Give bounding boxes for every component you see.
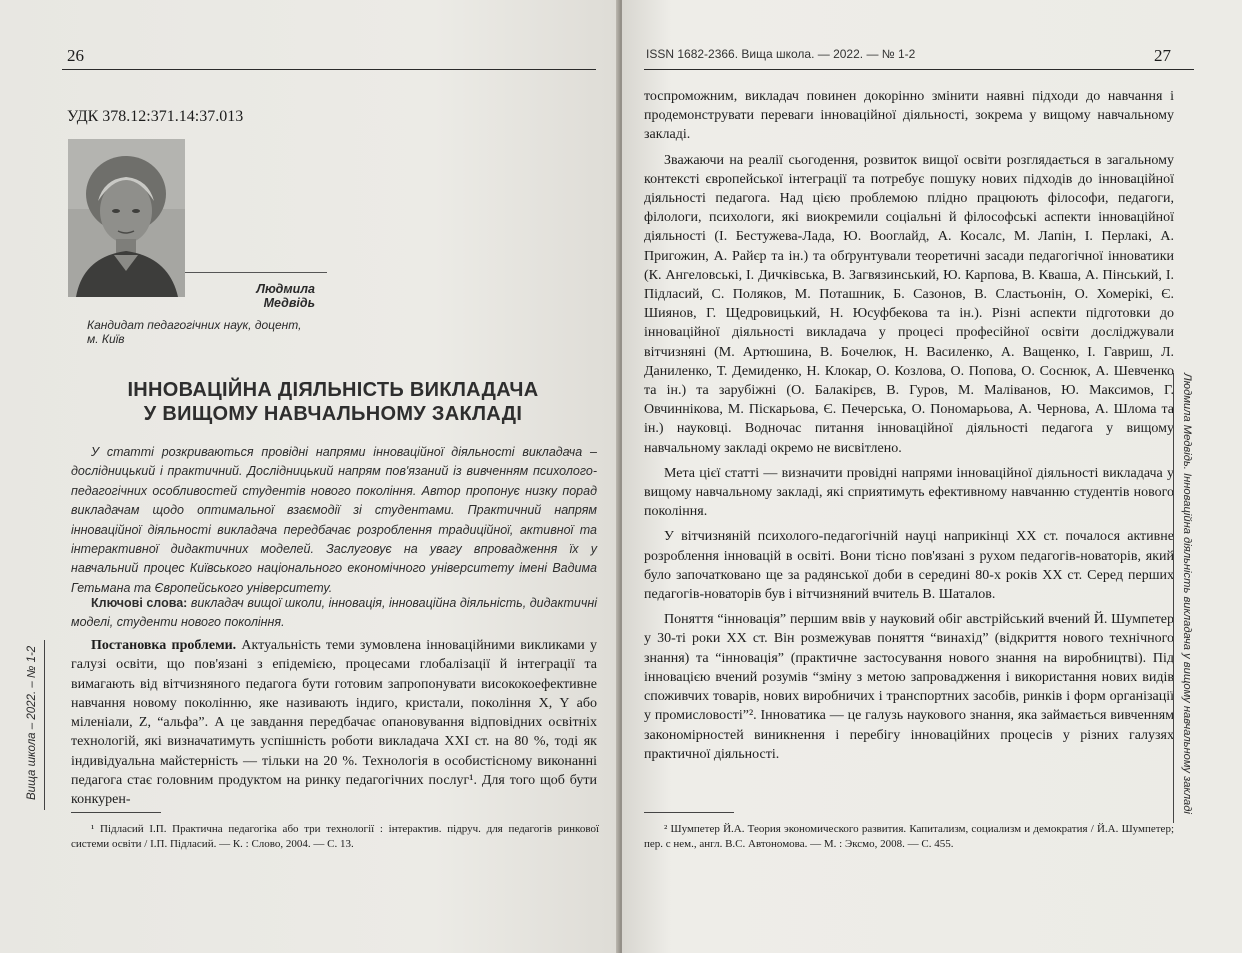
right-page <box>622 0 1242 953</box>
author-name <box>256 282 315 310</box>
paragraph-5: Поняття “інновація” першим ввів у науковий обіг австрійський вчений Й. Шумпетер у 30-ті роки XX ст. Він розмежував поняття “винахід” (відкриття нового технічного знання) та “інновація” (практичне застосування нового знання на виробництві). Під інновацією вчений розумів “зміну з метою запровадження і використання нових видів споживчих товарів, нових виробничих і транспортних засобів, ринків і форм організації у промисловості”². Інноватика — це галузь наукового знання, яка займається вивченням закономірностей виникнення і перебігу інноваційних процесів у різних галузях практичної діяльності. <box>644 612 1174 762</box>
title-line-2: У ВИЩОМУ НАВЧАЛЬНОМУ ЗАКЛАДІ <box>143 403 523 425</box>
keywords-label: Ключові слова: <box>91 596 188 610</box>
footnote-rule <box>644 812 734 813</box>
author-degree: Кандидат педагогічних наук, доцент, <box>87 318 302 332</box>
header-rule <box>62 69 596 70</box>
paragraph-4: У вітчизняній психолого-педагогічній науці наприкінці XX ст. почалося активне розроблення інновацій в освіті. Вони тісно пов'язані з рухом педагогів-новаторів, який було започатковано ще за радянської доби в середині 80-х років XX ст. Серед перших педагогів-новаторів був і вітчизняний вчитель В. Шаталов. <box>644 529 1174 603</box>
side-running-title <box>26 640 46 800</box>
left-page <box>0 0 620 953</box>
title-line-1: ІННОВАЦІЙНА ДІЯЛЬНІСТЬ ВИКЛАДАЧА <box>127 379 539 401</box>
body-paragraph: Актуальність теми зумовлена інноваційними викликами у галузі освіти, що пов'язані з епідемією, процесами глобалізації й інтеграції та вимагають від вітчизняного педагога бути готовим запропонувати висококоефективне навчання новому поколінню, яке називають індиго, кристали, покоління X, Y або міленіали, Z, “альфа”. А це завдання передбачає опановування відповідних освітніх технологій, які визначатимуть успішність роботи викладача XXI ст. на 80 %, тоді як індивідуальна майстерність — тільки на 20 %. Технологія в особистісному виконанні педагога стає головним продуктом на ринку педагогічних послуг¹. Для того щоб бути конкурен- <box>71 638 597 808</box>
page-number: 26 <box>67 46 84 65</box>
footnote-1: ¹ Підласий І.П. Практична педагогіка або три технології : інтерактив. підруч. для педагогів ринкової системи освіти / І.П. Підласий. — К. : Слово, 2004. — С. 13. <box>71 823 599 850</box>
side-running-title-text: Вища школа – 2022. – № 1-2 <box>26 645 38 800</box>
body-text-right <box>644 87 1174 770</box>
udc-code: УДК 378.12:371.14:37.013 <box>67 108 244 125</box>
article-title <box>88 378 578 426</box>
page-number: 27 <box>1154 46 1171 65</box>
author-last-name: Медвідь <box>263 296 315 310</box>
paragraph-2: Зважаючи на реалії сьогодення, розвиток вищої освіти розглядається в загальному контексті європейської інтеграції та потребує пошуку нових підходів до інноваційної діяльності педагога. Над цією проблемою плідно працюють філософи, педагоги, філологи, психологи, які виокремили соціальні й філософські аспекти інноваційної діяльності (І. Бестужева-Лада, Ю. Вооглайд, А. Косалс, М. Лапін, І. Перлакі, А. Пригожин, А. Райєр та ін.) та обґрунтували теоретичні засади педагогічної інноватики (К. Ангеловські, І. Дичківська, В. Загвязинський, Ю. Карпова, В. Кваша, А. Пінський, І. Підласий, С. Поляков, М. Поташник, Б. Сазонов, В. Сластьонін, О. Хомерікі, Є. Шиянов, Г. Щедровицький, Н. Юсуфбекова та ін.). Різні аспекти підготовки до інноваційної діяльності викладача у процесі професійної освіти досліджували вітчизняні (М. Артюшина, В. Бочелюк, Н. Василенко, А. Ващенко, І. Гавриш, Л. Даниленко, Т. Демиденко, Н. Клокар, О. Козлова, О. Попова, О. Соснюк, А. Шевченко та ін.) та зарубіжні (О. Балакірєв, В. Гуров, М. Маліванов, Ю. Максимов, Г. Овчиннікова, М. Піскарьова, Є. Печерська, О. Пономарьова, А. Чернова, А. Шлома та ін.) науковці. Водночас питання інноваційної діяльності педагога у вищому навчальному закладі окремо не висвітлено. <box>644 152 1174 456</box>
journal-issn: ISSN 1682-2366. Вища школа. — 2022. — № 1-2 <box>646 47 916 61</box>
abstract: У статті розкриваються провідні напрями інноваційної діяльності викладача – дослідницький і практичний. Дослідницький напрям пов'язаний із вивченням психолого-педагогічних особливостей студентів нового покоління. Автор пропонує низку порад викладачам щодо оптимальної взаємодії зі студентами. Практичний напрям інноваційної діяльності викладача передбачає розроблення традиційної, активної та інтерактивної дидактичних моделей. Заслуговує на увагу впровадження їх у навчальний процес Київського національного економічного університету імені Вадима Гетьмана та Європейського університету. <box>71 445 597 595</box>
footnote-2: ² Шумпетер Й.А. Теория экономического развития. Капитализм, социализм и демократия / Й.А. Шумпетер; пер. с нем., англ. В.С. Автономова. — М. : Эксмо, 2008. — С. 455. <box>644 823 1174 850</box>
side-rule <box>1173 373 1174 823</box>
paragraph-3: Мета цієї статті — визначити провідні напрями інноваційної діяльності викладача у вищому навчальному закладі, які сприятимуть ефективному навчанню студентів нового покоління. <box>644 465 1174 520</box>
footnote-rule <box>71 812 161 813</box>
paragraph-1: тоспроможним, викладач повинен докорінно змінити наявні підходи до навчання і продемонструвати переваги інноваційної діяльності, зокрема у вищому навчальному закладі. <box>644 89 1174 143</box>
author-photo <box>68 139 185 297</box>
author-credentials <box>87 318 347 346</box>
side-running-title <box>1175 373 1195 823</box>
keywords <box>71 594 597 633</box>
author-first-name: Людмила <box>256 282 315 296</box>
body-text-left <box>71 636 597 810</box>
author-city: м. Київ <box>87 332 125 346</box>
section-heading: Постановка проблеми. <box>91 638 237 653</box>
header-rule <box>644 69 1194 70</box>
keywords-text: викладач вищої школи, інновація, інноваційна діяльність, дидактичні моделі, студенти нового покоління. <box>71 596 598 630</box>
side-running-title-text: Людмила Медвідь. Інноваційна діяльність викладача у вищому навчальному закладі <box>1181 373 1193 814</box>
